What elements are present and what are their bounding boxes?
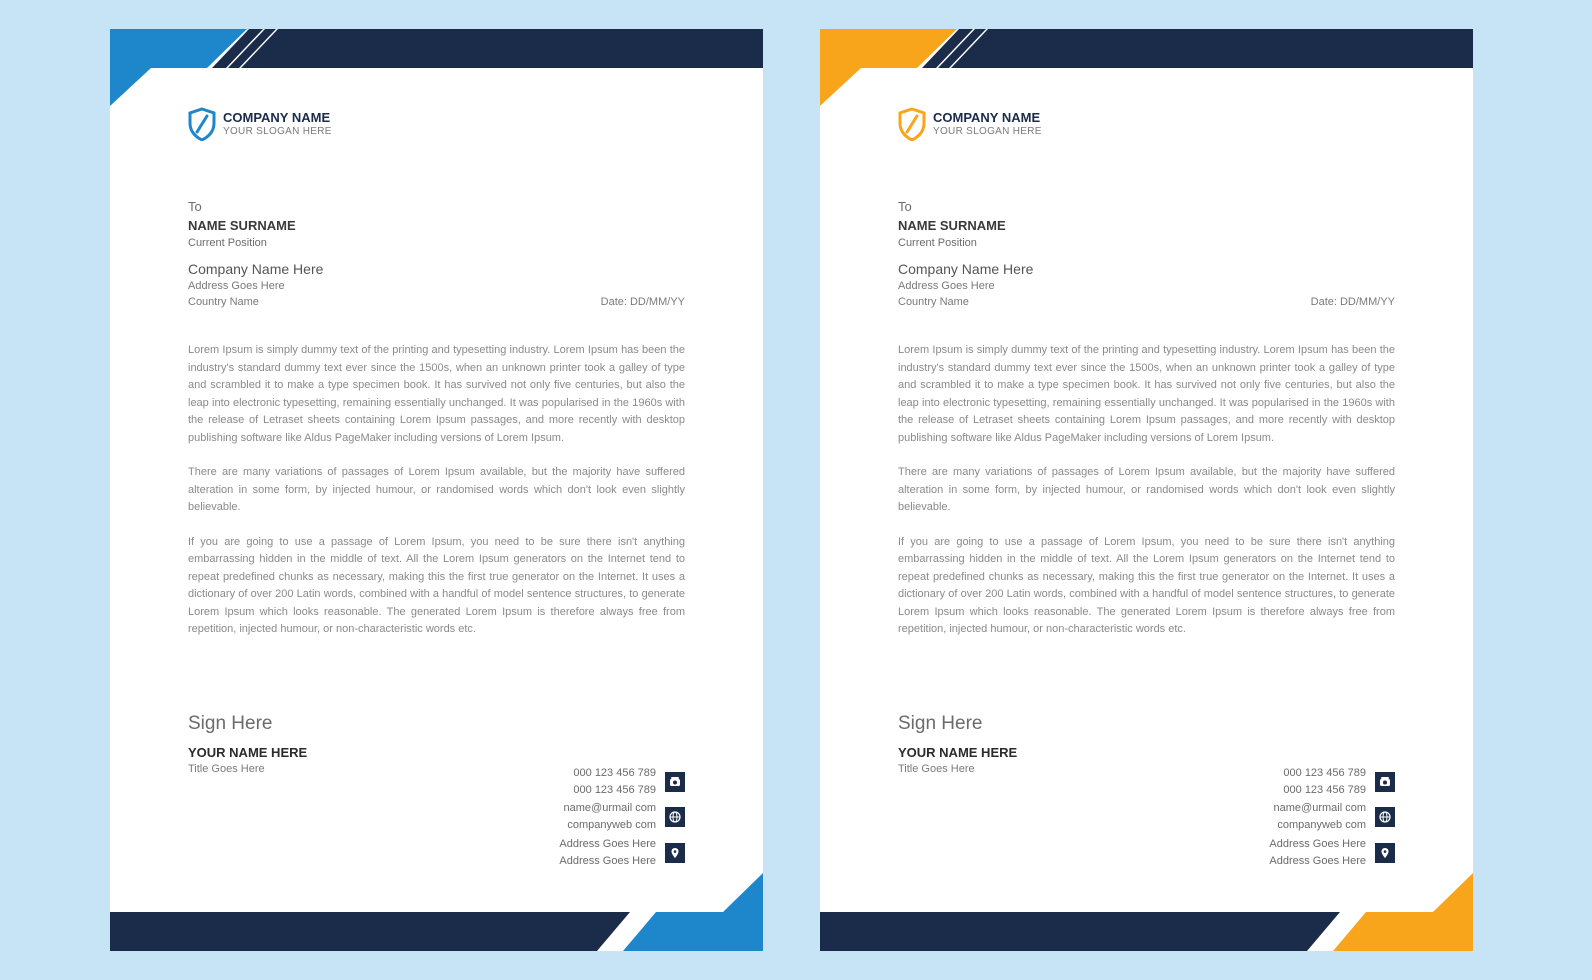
sign-here: Sign Here	[188, 713, 273, 734]
sender-title: Title Goes Here	[188, 763, 265, 775]
phone-icon	[665, 772, 685, 792]
body-paragraph: If you are going to use a passage of Lorem Ipsum, you need to be sure there isn't anything embarrassing hidden in the middle of text. All the Lorem Ipsum generators on the Internet tend to repeat predefined chunks as necessary, making this the first true generator on the Internet. It uses a dictionary of over 200 Latin words, combined with a handful of model sentence structures, to generate Lorem Ipsum which looks reasonable. The generated Lorem Ipsum is therefore always free from repetition, injected humour, or non-characteristic words etc.	[188, 535, 685, 635]
letterhead-blue	[110, 29, 763, 951]
website: companyweb com	[1277, 818, 1366, 831]
recipient-address: Address Goes Here	[898, 280, 995, 292]
address-line: Address Goes Here	[1269, 854, 1366, 867]
to-label: To	[188, 199, 202, 214]
company-name: COMPANY NAME	[223, 110, 331, 125]
to-label: To	[898, 199, 912, 214]
company-logo	[898, 107, 1042, 141]
location-pin-icon	[665, 843, 685, 863]
shield-logo-icon	[188, 107, 216, 141]
recipient-position: Current Position	[898, 237, 977, 249]
recipient-name: NAME SURNAME	[898, 218, 1006, 233]
recipient-company: Company Name Here	[898, 261, 1034, 277]
contact-phone	[573, 765, 685, 798]
contact-address	[559, 836, 685, 869]
body-paragraph: There are many variations of passages of Lorem Ipsum available, but the majority have suffered alteration in some form, by injected humour, or randomised words which don't look even slightly believable.	[188, 466, 685, 513]
recipient-country: Country Name	[898, 296, 969, 308]
globe-icon	[1375, 807, 1395, 827]
letter-body	[898, 342, 1395, 656]
company-slogan: YOUR SLOGAN HERE	[223, 126, 332, 137]
letter-date: Date: DD/MM/YY	[1310, 296, 1395, 308]
contact-phone	[1283, 765, 1395, 798]
website: companyweb com	[567, 818, 656, 831]
company-logo	[188, 107, 332, 141]
letterhead-orange	[820, 29, 1473, 951]
body-paragraph: There are many variations of passages of Lorem Ipsum available, but the majority have suffered alteration in some form, by injected humour, or randomised words which don't look even slightly believable.	[898, 466, 1395, 513]
contact-address	[1269, 836, 1395, 869]
address-line: Address Goes Here	[1269, 838, 1366, 850]
company-name: COMPANY NAME	[933, 110, 1041, 125]
phone-icon	[1375, 772, 1395, 792]
address-line: Address Goes Here	[559, 838, 656, 850]
email: name@urmail com	[1273, 802, 1366, 814]
letter-body	[188, 342, 685, 656]
body-paragraph: Lorem Ipsum is simply dummy text of the printing and typesetting industry. Lorem Ipsum has been the industry's standard dummy text ever since the 1500s, when an unknown printer took a galley of type and scrambled it to make a type specimen book. It has survived not only five centuries, but also the leap into electronic typesetting, remaining essentially unchanged. It was popularised in the 1960s with the release of Letraset sheets containing Lorem Ipsum passages, and more recently with desktop publishing software like Aldus PageMaker including versions of Lorem Ipsum.	[188, 344, 685, 444]
location-pin-icon	[1375, 843, 1395, 863]
recipient-country: Country Name	[188, 296, 259, 308]
globe-icon	[665, 807, 685, 827]
sender-name: YOUR NAME HERE	[188, 745, 308, 760]
body-paragraph: Lorem Ipsum is simply dummy text of the printing and typesetting industry. Lorem Ipsum has been the industry's standard dummy text ever since the 1500s, when an unknown printer took a galley of type and scrambled it to make a type specimen book. It has survived not only five centuries, but also the leap into electronic typesetting, remaining essentially unchanged. It was popularised in the 1960s with the release of Letraset sheets containing Lorem Ipsum passages, and more recently with desktop publishing software like Aldus PageMaker including versions of Lorem Ipsum.	[898, 344, 1395, 444]
letter-date: Date: DD/MM/YY	[600, 296, 685, 308]
body-paragraph: If you are going to use a passage of Lorem Ipsum, you need to be sure there isn't anything embarrassing hidden in the middle of text. All the Lorem Ipsum generators on the Internet tend to repeat predefined chunks as necessary, making this the first true generator on the Internet. It uses a dictionary of over 200 Latin words, combined with a handful of model sentence structures, to generate Lorem Ipsum which looks reasonable. The generated Lorem Ipsum is therefore always free from repetition, injected humour, or non-characteristic words etc.	[898, 535, 1395, 635]
sender-name: YOUR NAME HERE	[898, 745, 1018, 760]
sender-title: Title Goes Here	[898, 763, 975, 775]
recipient-position: Current Position	[188, 237, 267, 249]
shield-logo-icon	[898, 107, 926, 141]
phone-number: 000 123 456 789	[573, 783, 656, 796]
recipient-address: Address Goes Here	[188, 280, 285, 292]
recipient-company: Company Name Here	[188, 261, 324, 277]
sign-here: Sign Here	[898, 713, 983, 734]
phone-number: 000 123 456 789	[1283, 767, 1366, 779]
address-line: Address Goes Here	[559, 854, 656, 867]
contact-web	[1274, 800, 1395, 833]
email: name@urmail com	[563, 802, 656, 814]
phone-number: 000 123 456 789	[1283, 783, 1366, 796]
company-slogan: YOUR SLOGAN HERE	[933, 126, 1042, 137]
recipient-name: NAME SURNAME	[188, 218, 296, 233]
contact-web	[564, 800, 685, 833]
phone-number: 000 123 456 789	[573, 767, 656, 779]
